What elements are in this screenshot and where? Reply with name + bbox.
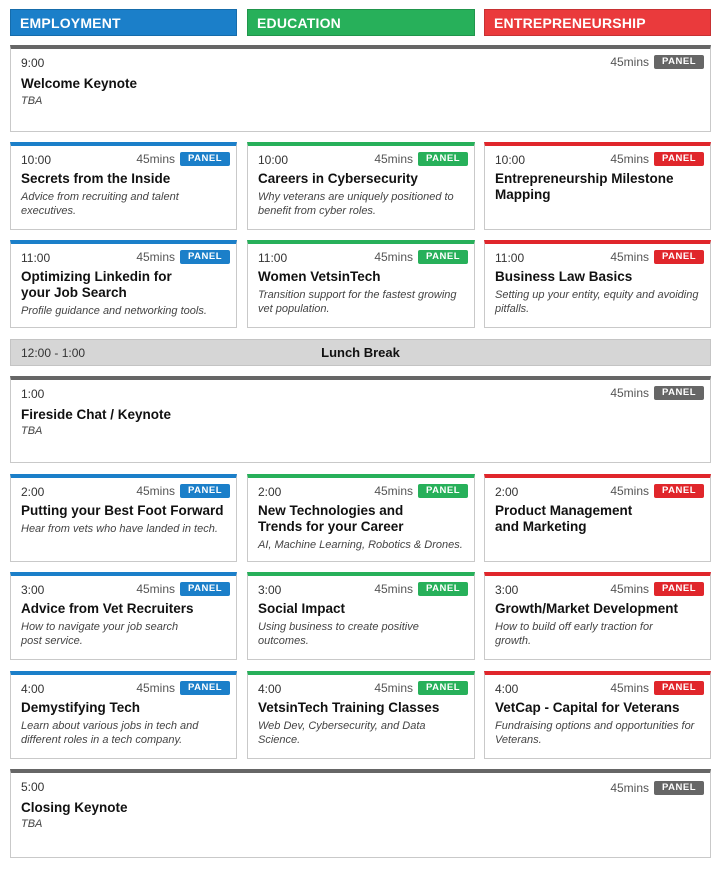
session-title: Growth/Market Development <box>495 601 679 616</box>
panel-badge: PANEL <box>654 781 704 795</box>
session-time: 11:00 <box>495 251 525 265</box>
session-time: 3:00 <box>21 583 45 597</box>
panel-badge: PANEL <box>654 152 704 166</box>
session-description: Hear from vets who have landed in tech. <box>21 523 218 535</box>
session-title: Social Impact <box>258 601 346 616</box>
panel-badge: PANEL <box>654 55 704 69</box>
session-description: AI, Machine Learning, Robotics & Drones. <box>258 539 463 551</box>
session-duration: 45mins <box>610 681 649 695</box>
session-description: Advice from recruiting and talent executives. <box>21 191 179 217</box>
panel-badge: PANEL <box>180 484 230 498</box>
session-time: 10:00 <box>21 153 52 167</box>
session-description: TBA <box>21 95 43 107</box>
session-duration: 45mins <box>610 55 649 69</box>
session-description: Fundraising options and opportunities for Veterans. <box>495 720 695 746</box>
session-card[interactable] <box>10 240 237 328</box>
panel-badge: PANEL <box>654 386 704 400</box>
session-time: 4:00 <box>258 682 282 696</box>
session-description: Transition support for the fastest growing vet population. <box>258 289 457 315</box>
session-card[interactable] <box>247 142 475 230</box>
session-card[interactable] <box>247 474 475 562</box>
lunch-time: 12:00 - 1:00 <box>21 346 86 360</box>
session-duration: 45mins <box>610 386 649 400</box>
session-time: 4:00 <box>495 682 519 696</box>
session-time: 3:00 <box>495 583 519 597</box>
session-description: TBA <box>21 818 43 830</box>
session-time: 3:00 <box>258 583 282 597</box>
session-duration: 45mins <box>136 582 175 596</box>
session-title: VetCap - Capital for Veterans <box>495 700 680 715</box>
panel-badge: PANEL <box>180 681 230 695</box>
panel-badge: PANEL <box>654 250 704 264</box>
session-title: New Technologies and Trends for your Career <box>258 503 404 534</box>
session-title: Entrepreneurship Milestone Mapping <box>495 171 674 202</box>
session-duration: 45mins <box>136 484 175 498</box>
session-title: Optimizing Linkedin for your Job Search <box>21 269 172 300</box>
session-card[interactable] <box>10 572 237 660</box>
session-description: Using business to create positive outcomes. <box>258 621 419 647</box>
session-card[interactable] <box>10 474 237 562</box>
session-description: How to build off early traction for growth. <box>495 621 653 647</box>
session-time: 2:00 <box>495 485 519 499</box>
session-title: Demystifying Tech <box>21 700 141 715</box>
session-card[interactable] <box>10 671 237 759</box>
panel-badge: PANEL <box>180 250 230 264</box>
session-duration: 45mins <box>374 582 413 596</box>
track-header-employment: EMPLOYMENT <box>10 9 237 36</box>
session-duration: 45mins <box>374 250 413 264</box>
session-duration: 45mins <box>610 484 649 498</box>
session-time: 1:00 <box>21 387 45 401</box>
session-description: Setting up your entity, equity and avoiding pitfalls. <box>495 289 699 315</box>
session-description: Learn about various jobs in tech and different roles in a tech company. <box>21 720 199 746</box>
session-title: Welcome Keynote <box>21 76 138 91</box>
session-description: Profile guidance and networking tools. <box>21 305 207 317</box>
session-card-fireside-chat[interactable] <box>10 376 711 463</box>
lunch-break-bar <box>10 339 711 366</box>
session-time: 10:00 <box>258 153 289 167</box>
session-duration: 45mins <box>136 681 175 695</box>
session-description: Web Dev, Cybersecurity, and Data Science. <box>258 720 426 746</box>
session-time: 5:00 <box>21 780 45 794</box>
session-title: Closing Keynote <box>21 800 128 815</box>
session-time: 2:00 <box>21 485 45 499</box>
session-title: VetsinTech Training Classes <box>258 700 440 715</box>
session-title: Putting your Best Foot Forward <box>21 503 224 518</box>
session-card-closing-keynote[interactable] <box>10 769 711 858</box>
session-description: Why veterans are uniquely positioned to benefit from cyber roles. <box>258 191 454 217</box>
panel-badge: PANEL <box>418 484 468 498</box>
session-time: 9:00 <box>21 56 45 70</box>
session-card[interactable] <box>484 474 711 562</box>
session-duration: 45mins <box>374 152 413 166</box>
track-header-education: EDUCATION <box>247 9 475 36</box>
session-title: Fireside Chat / Keynote <box>21 407 172 422</box>
session-time: 10:00 <box>495 153 526 167</box>
session-duration: 45mins <box>610 250 649 264</box>
session-duration: 45mins <box>610 781 649 795</box>
session-card[interactable] <box>484 240 711 328</box>
panel-badge: PANEL <box>654 582 704 596</box>
session-card[interactable] <box>247 572 475 660</box>
session-title: Careers in Cybersecurity <box>258 171 418 186</box>
session-duration: 45mins <box>374 484 413 498</box>
session-card[interactable] <box>10 142 237 230</box>
session-duration: 45mins <box>136 152 175 166</box>
lunch-label: Lunch Break <box>321 345 400 360</box>
session-duration: 45mins <box>374 681 413 695</box>
session-card[interactable] <box>484 142 711 230</box>
panel-badge: PANEL <box>654 681 704 695</box>
panel-badge: PANEL <box>654 484 704 498</box>
session-card[interactable] <box>484 572 711 660</box>
panel-badge: PANEL <box>418 582 468 596</box>
session-duration: 45mins <box>136 250 175 264</box>
session-title: Advice from Vet Recruiters <box>21 601 194 616</box>
session-duration: 45mins <box>610 582 649 596</box>
panel-badge: PANEL <box>418 250 468 264</box>
session-time: 11:00 <box>258 251 288 265</box>
session-card[interactable] <box>247 240 475 328</box>
track-header-entrepreneurship: ENTREPRENEURSHIP <box>484 9 711 36</box>
session-title: Business Law Basics <box>495 269 633 284</box>
panel-badge: PANEL <box>180 582 230 596</box>
session-title: Secrets from the Inside <box>21 171 171 186</box>
panel-badge: PANEL <box>418 152 468 166</box>
session-description: TBA <box>21 425 43 437</box>
session-card[interactable] <box>484 671 711 759</box>
session-card[interactable] <box>247 671 475 759</box>
session-title: Product Management and Marketing <box>495 503 633 534</box>
session-duration: 45mins <box>610 152 649 166</box>
session-time: 11:00 <box>21 251 51 265</box>
panel-badge: PANEL <box>180 152 230 166</box>
session-time: 2:00 <box>258 485 282 499</box>
session-description: How to navigate your job search post service. <box>21 621 179 647</box>
session-time: 4:00 <box>21 682 45 696</box>
panel-badge: PANEL <box>418 681 468 695</box>
session-title: Women VetsinTech <box>258 269 381 284</box>
session-card-welcome-keynote[interactable] <box>10 45 711 132</box>
